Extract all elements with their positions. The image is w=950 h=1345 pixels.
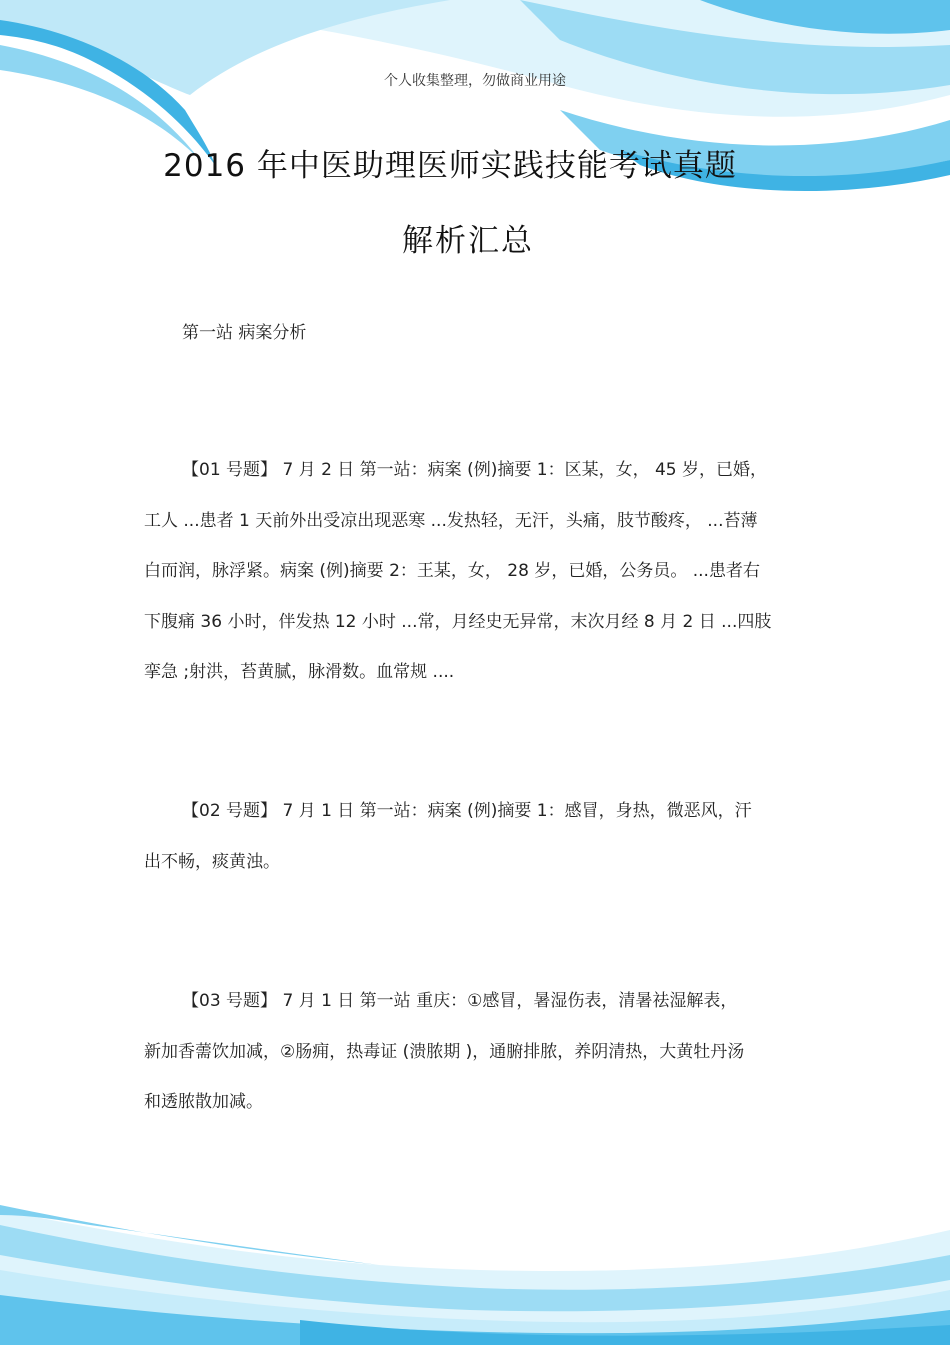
bottom-wave-decoration xyxy=(0,1170,950,1345)
question-02-paragraph xyxy=(144,786,804,887)
watermark-text: 个人收集整理，勿做商业用途 xyxy=(384,73,566,89)
paragraph-line: 下腹痛 36 小时，伴发热 12 小时 ...常，月经史无异常，末次月经 8 月 2 日 ...四肢 xyxy=(144,611,772,632)
paragraph-line: 工人 ...患者 1 天前外出受凉出现恶寒 ...发热轻，无汗，头痛，肢节酸疼， ...苔薄 xyxy=(144,510,758,531)
paragraph-line: 和透脓散加减。 xyxy=(144,1092,263,1112)
paragraph-line: 挛急 ;射洪，苔黄腻，脉滑数。血常规 .... xyxy=(144,662,455,682)
section-heading: 第一站 病案分析 xyxy=(182,323,307,343)
document-title-line-1: 2016 年中医助理医师实践技能考试真题 xyxy=(163,148,737,184)
paragraph-line: 新加香薷饮加减，②肠痈，热毒证 (溃脓期 )，通腑排脓，养阴清热，大黄牡丹汤 xyxy=(144,1041,745,1062)
question-01-paragraph xyxy=(144,445,804,698)
document-title-line-2: 解析汇总 xyxy=(402,223,534,259)
paragraph-line: 【01 号题】 7 月 2 日 第一站：病案 (例)摘要 1：区某，女， 45 岁，已婚， xyxy=(182,460,768,480)
paragraph-line: 白而润，脉浮紧。病案 (例)摘要 2：王某，女， 28 岁，已婚，公务员。 ...患者右 xyxy=(144,561,760,581)
paragraph-line: 出不畅，痰黄浊。 xyxy=(144,851,280,872)
paragraph-line: 【03 号题】 7 月 1 日 第一站 重庆：①感冒，暑湿伤表，清暑祛湿解表， xyxy=(182,991,738,1011)
paragraph-line: 【02 号题】 7 月 1 日 第一站：病案 (例)摘要 1：感冒，身热，微恶风，汗 xyxy=(182,801,752,821)
question-03-paragraph xyxy=(144,976,804,1128)
